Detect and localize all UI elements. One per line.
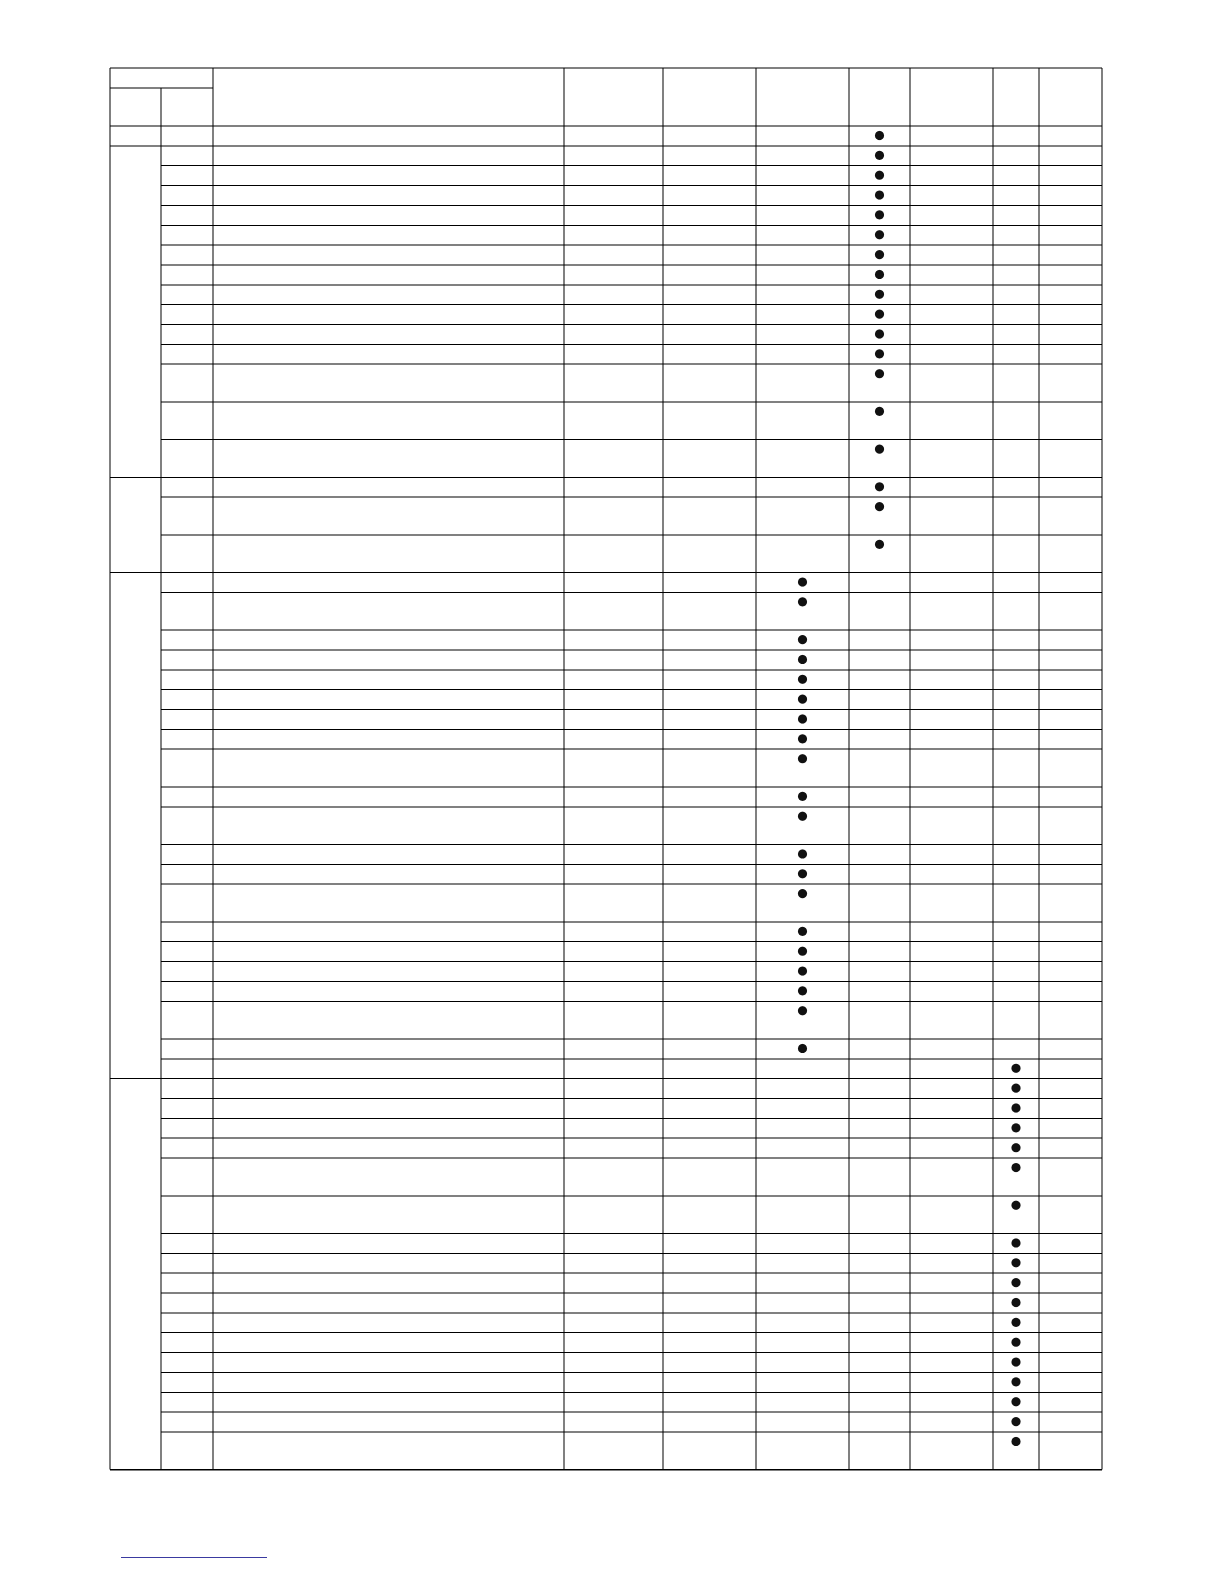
footer-rule: [121, 1557, 267, 1558]
check-dot: [1011, 1123, 1020, 1132]
check-dot: [798, 966, 807, 975]
check-dot: [798, 947, 807, 956]
check-dot: [798, 655, 807, 664]
check-dot: [798, 869, 807, 878]
check-dot: [798, 986, 807, 995]
check-dot: [798, 597, 807, 606]
check-dot: [798, 812, 807, 821]
check-dot: [875, 270, 884, 279]
check-dot: [1011, 1238, 1020, 1247]
check-dot: [798, 577, 807, 586]
check-dot: [875, 250, 884, 259]
check-dot: [1011, 1357, 1020, 1366]
check-dot: [875, 190, 884, 199]
check-dot: [875, 482, 884, 491]
check-dot: [798, 754, 807, 763]
check-dot: [875, 151, 884, 160]
check-dot: [1011, 1437, 1020, 1446]
check-dot: [875, 290, 884, 299]
check-dot: [798, 889, 807, 898]
check-dot: [1011, 1417, 1020, 1426]
check-dot: [1011, 1258, 1020, 1267]
check-dot: [1011, 1084, 1020, 1093]
check-dot: [875, 230, 884, 239]
check-dot: [798, 695, 807, 704]
check-dot: [875, 407, 884, 416]
check-dot: [875, 131, 884, 140]
check-dot: [1011, 1397, 1020, 1406]
check-dot: [1011, 1064, 1020, 1073]
check-dot: [1011, 1318, 1020, 1327]
check-dot: [798, 792, 807, 801]
check-dot: [798, 1044, 807, 1053]
check-dot: [1011, 1103, 1020, 1112]
check-dot: [875, 369, 884, 378]
check-dot: [875, 171, 884, 180]
check-dot: [1011, 1143, 1020, 1152]
check-dot: [1011, 1298, 1020, 1307]
check-dot: [875, 210, 884, 219]
check-dot: [875, 349, 884, 358]
check-dot: [1011, 1201, 1020, 1210]
check-dot: [1011, 1163, 1020, 1172]
check-dot: [798, 635, 807, 644]
check-dot: [798, 675, 807, 684]
check-dot: [798, 849, 807, 858]
check-dot: [798, 734, 807, 743]
check-dot: [875, 329, 884, 338]
check-dot: [875, 540, 884, 549]
check-dot: [875, 445, 884, 454]
check-dot: [798, 1006, 807, 1015]
check-dot: [875, 502, 884, 511]
check-dot: [875, 310, 884, 319]
check-dot: [1011, 1278, 1020, 1287]
check-dot: [798, 714, 807, 723]
check-dot: [1011, 1338, 1020, 1347]
check-dot: [798, 927, 807, 936]
check-dot: [1011, 1377, 1020, 1386]
